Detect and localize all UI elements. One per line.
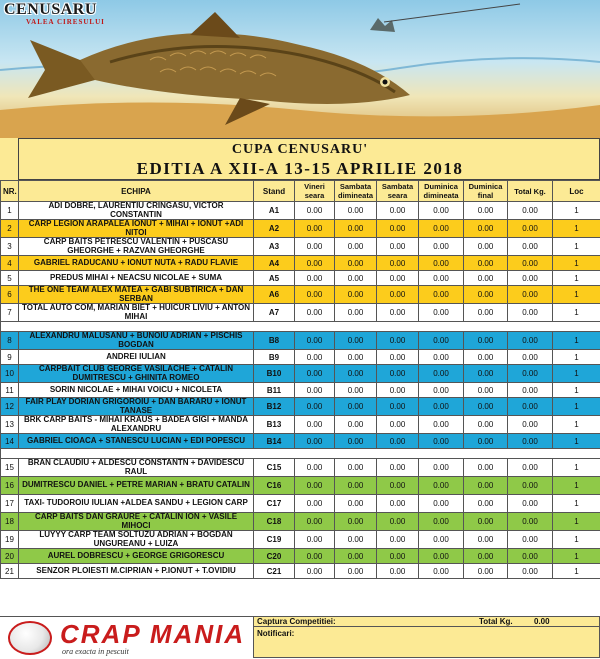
cell-sun-morn: 0.00 [419, 434, 464, 449]
cell-stand: B8 [254, 332, 295, 350]
group-separator [1, 322, 600, 332]
cell-nr: 12 [1, 398, 19, 416]
table-row [1, 350, 600, 365]
col-total: Total Kg. [508, 181, 553, 202]
cell-team: SENZOR PLOIESTI M.CIPRIAN + P.IONUT + T.OVIDIU [19, 564, 254, 579]
cell-sat-eve: 0.00 [377, 383, 419, 398]
cell-nr: 5 [1, 271, 19, 286]
cell-sun-final: 0.00 [464, 477, 508, 495]
cell-team: GABRIEL CIOACA + STANESCU LUCIAN + EDI POPESCU [19, 434, 254, 449]
cell-fri-eve: 0.00 [295, 531, 335, 549]
cell-sat-morn: 0.00 [335, 202, 377, 220]
cell-sun-morn: 0.00 [419, 350, 464, 365]
cell-sun-final: 0.00 [464, 350, 508, 365]
cell-nr: 21 [1, 564, 19, 579]
cell-total: 0.00 [508, 238, 553, 256]
table-row [1, 513, 600, 531]
cell-sat-eve: 0.00 [377, 416, 419, 434]
col-stand: Stand [254, 181, 295, 202]
captura-row [253, 616, 600, 627]
cell-sat-eve: 0.00 [377, 286, 419, 304]
cell-sun-morn: 0.00 [419, 365, 464, 383]
cell-team: FAIR PLAY DORIAN GRIGOROIU + DAN BARARU + IONUT TANASE [19, 398, 254, 416]
table-row [1, 531, 600, 549]
title-gutter [0, 138, 19, 180]
cell-nr: 11 [1, 383, 19, 398]
cell-stand: C19 [254, 531, 295, 549]
cell-sun-morn: 0.00 [419, 513, 464, 531]
header-row [1, 181, 600, 202]
cell-sun-final: 0.00 [464, 495, 508, 513]
cell-sat-eve: 0.00 [377, 332, 419, 350]
cell-nr: 20 [1, 549, 19, 564]
cell-total: 0.00 [508, 564, 553, 579]
table-row [1, 332, 600, 350]
cell-team: DUMITRESCU DANIEL + PETRE MARIAN + BRATU CATALIN [19, 477, 254, 495]
cell-fri-eve: 0.00 [295, 564, 335, 579]
cell-sat-eve: 0.00 [377, 350, 419, 365]
cell-total: 0.00 [508, 398, 553, 416]
cell-loc: 1 [553, 495, 600, 513]
cell-sat-morn: 0.00 [335, 271, 377, 286]
cell-nr: 8 [1, 332, 19, 350]
cell-team: BRAN CLAUDIU + ALDESCU CONSTANTN + DAVIDESCU RAUL [19, 459, 254, 477]
table-row [1, 416, 600, 434]
cell-sat-eve: 0.00 [377, 304, 419, 322]
cell-sun-final: 0.00 [464, 549, 508, 564]
table-row [1, 495, 600, 513]
cell-stand: A2 [254, 220, 295, 238]
cell-stand: C15 [254, 459, 295, 477]
cell-loc: 1 [553, 531, 600, 549]
cell-loc: 1 [553, 220, 600, 238]
cell-loc: 1 [553, 383, 600, 398]
cell-fri-eve: 0.00 [295, 304, 335, 322]
captura-label: Captura Competitiei: [257, 617, 336, 627]
cell-fri-eve: 0.00 [295, 398, 335, 416]
edition-title: EDITIA A XII-A 13-15 APRILIE 2018 [1, 159, 599, 178]
total-kg-value: 0.00 [534, 617, 550, 627]
cell-team: ALEXANDRU MALUSANU + BUNOIU ADRIAN + PISCHIS BOGDAN [19, 332, 254, 350]
cell-stand: B14 [254, 434, 295, 449]
cell-sat-morn: 0.00 [335, 238, 377, 256]
cell-team: ANDREI IULIAN [19, 350, 254, 365]
cell-loc: 1 [553, 416, 600, 434]
table-row [1, 564, 600, 579]
cell-total: 0.00 [508, 202, 553, 220]
cell-sat-eve: 0.00 [377, 513, 419, 531]
title-box [0, 138, 600, 180]
cell-nr: 17 [1, 495, 19, 513]
cell-team: TAXI- TUDOROIU IULIAN +ALDEA SANDU + LEGION CARP [19, 495, 254, 513]
cell-loc: 1 [553, 286, 600, 304]
cell-sat-morn: 0.00 [335, 220, 377, 238]
cell-sat-morn: 0.00 [335, 332, 377, 350]
cell-loc: 1 [553, 477, 600, 495]
cell-total: 0.00 [508, 434, 553, 449]
cell-stand: C20 [254, 549, 295, 564]
cell-loc: 1 [553, 238, 600, 256]
cell-sat-morn: 0.00 [335, 383, 377, 398]
cell-fri-eve: 0.00 [295, 549, 335, 564]
cell-sat-morn: 0.00 [335, 398, 377, 416]
cell-total: 0.00 [508, 256, 553, 271]
cell-team: CARPBAIT CLUB GEORGE VASILACHE + CATALIN DUMITRESCU + GHINITA ROMEO [19, 365, 254, 383]
cell-sat-eve: 0.00 [377, 434, 419, 449]
cell-sat-eve: 0.00 [377, 398, 419, 416]
cell-sun-morn: 0.00 [419, 549, 464, 564]
cell-sun-final: 0.00 [464, 238, 508, 256]
cell-nr: 4 [1, 256, 19, 271]
cell-sun-final: 0.00 [464, 286, 508, 304]
brand-logo [4, 2, 154, 28]
col-sat-morn: Sambata dimineata [335, 181, 377, 202]
cell-sat-morn: 0.00 [335, 434, 377, 449]
cell-sun-morn: 0.00 [419, 383, 464, 398]
notificari-label: Notificari: [257, 629, 294, 639]
cell-sun-final: 0.00 [464, 271, 508, 286]
cell-sun-final: 0.00 [464, 256, 508, 271]
cell-sat-morn: 0.00 [335, 459, 377, 477]
table-row [1, 271, 600, 286]
table-row [1, 434, 600, 449]
cell-sat-eve: 0.00 [377, 202, 419, 220]
cell-fri-eve: 0.00 [295, 495, 335, 513]
cell-sun-final: 0.00 [464, 531, 508, 549]
cell-loc: 1 [553, 256, 600, 271]
cell-fri-eve: 0.00 [295, 513, 335, 531]
cell-total: 0.00 [508, 365, 553, 383]
cell-nr: 15 [1, 459, 19, 477]
cell-nr: 2 [1, 220, 19, 238]
table-row [1, 459, 600, 477]
table-row [1, 365, 600, 383]
cell-fri-eve: 0.00 [295, 256, 335, 271]
cell-stand: B13 [254, 416, 295, 434]
cell-sat-eve: 0.00 [377, 564, 419, 579]
footer-summary [253, 616, 600, 658]
cell-nr: 7 [1, 304, 19, 322]
cell-nr: 10 [1, 365, 19, 383]
cell-sat-eve: 0.00 [377, 531, 419, 549]
col-team: ECHIPA [19, 181, 254, 202]
cell-team: ADI DOBRE, LAURENTIU CRINGASU, VICTOR CONSTANTIN [19, 202, 254, 220]
logo-word: CRAP MANIA [60, 621, 245, 647]
cell-sun-morn: 0.00 [419, 495, 464, 513]
col-fri-eve: Vineri seara [295, 181, 335, 202]
cell-stand: A5 [254, 271, 295, 286]
cell-sat-eve: 0.00 [377, 238, 419, 256]
cell-loc: 1 [553, 271, 600, 286]
table-row [1, 238, 600, 256]
cell-sat-eve: 0.00 [377, 495, 419, 513]
cell-stand: B10 [254, 365, 295, 383]
cell-fri-eve: 0.00 [295, 459, 335, 477]
cell-stand: A4 [254, 256, 295, 271]
cell-sat-morn: 0.00 [335, 477, 377, 495]
col-nr: NR. [1, 181, 19, 202]
cell-total: 0.00 [508, 531, 553, 549]
cell-nr: 14 [1, 434, 19, 449]
cell-sat-morn: 0.00 [335, 549, 377, 564]
cell-stand: B11 [254, 383, 295, 398]
cell-sat-morn: 0.00 [335, 256, 377, 271]
cell-team: THE ONE TEAM ALEX MATEA + GABI SUBTIRICA + DAN SERBAN [19, 286, 254, 304]
cell-fri-eve: 0.00 [295, 238, 335, 256]
brand-name: CENUSARU [4, 2, 154, 18]
table-row [1, 304, 600, 322]
cell-stand: A3 [254, 238, 295, 256]
cell-fri-eve: 0.00 [295, 350, 335, 365]
col-sat-eve: Sambata seara [377, 181, 419, 202]
cell-sat-morn: 0.00 [335, 564, 377, 579]
cell-loc: 1 [553, 564, 600, 579]
cell-sun-morn: 0.00 [419, 564, 464, 579]
cell-sat-morn: 0.00 [335, 495, 377, 513]
results-body [1, 202, 600, 579]
cell-sat-eve: 0.00 [377, 549, 419, 564]
cell-sun-final: 0.00 [464, 513, 508, 531]
cell-sat-morn: 0.00 [335, 286, 377, 304]
cell-total: 0.00 [508, 383, 553, 398]
table-row [1, 477, 600, 495]
crap-mania-logo [0, 616, 253, 659]
separator-cell [1, 322, 600, 332]
table-row [1, 220, 600, 238]
cell-sun-morn: 0.00 [419, 271, 464, 286]
cell-sun-final: 0.00 [464, 434, 508, 449]
cell-team: CARP BAITS PETRESCU VALENTIN + PUSCASU GHEORGHE + RAZVAN GHEORGHE [19, 238, 254, 256]
cell-total: 0.00 [508, 495, 553, 513]
cell-team: BRK CARP BAITS - MIHAI KRAUS + BADEA GIGI + MANDA ALEXANDRU [19, 416, 254, 434]
cell-sat-eve: 0.00 [377, 365, 419, 383]
cell-fri-eve: 0.00 [295, 365, 335, 383]
cell-loc: 1 [553, 202, 600, 220]
cell-stand: A6 [254, 286, 295, 304]
cell-sun-final: 0.00 [464, 332, 508, 350]
cell-loc: 1 [553, 365, 600, 383]
cell-sun-final: 0.00 [464, 564, 508, 579]
cell-total: 0.00 [508, 350, 553, 365]
cell-sun-morn: 0.00 [419, 238, 464, 256]
cell-sun-morn: 0.00 [419, 531, 464, 549]
cell-stand: A1 [254, 202, 295, 220]
cup-title: CUPA CENUSARU' [1, 141, 599, 159]
cell-team: CARP LEGION ARAPALEA IONUT + MIHAI + IONUT +ADI NITOI [19, 220, 254, 238]
cell-stand: A7 [254, 304, 295, 322]
cell-total: 0.00 [508, 220, 553, 238]
cell-sun-morn: 0.00 [419, 459, 464, 477]
cell-sun-final: 0.00 [464, 398, 508, 416]
cell-sat-morn: 0.00 [335, 513, 377, 531]
cell-sun-final: 0.00 [464, 220, 508, 238]
separator-cell [1, 449, 600, 459]
cell-sun-final: 0.00 [464, 365, 508, 383]
cell-loc: 1 [553, 350, 600, 365]
cell-sat-eve: 0.00 [377, 459, 419, 477]
cell-nr: 9 [1, 350, 19, 365]
banner [0, 0, 600, 138]
results-table [0, 180, 600, 579]
cell-sun-final: 0.00 [464, 416, 508, 434]
cell-team: LUYYY CARP TEAM SOLTUZU ADRIAN + BOGDAN UNGUREANU + LUIZA [19, 531, 254, 549]
logo-ball-icon [8, 621, 52, 655]
cell-fri-eve: 0.00 [295, 477, 335, 495]
cell-sun-morn: 0.00 [419, 220, 464, 238]
cell-fri-eve: 0.00 [295, 383, 335, 398]
logo-tagline: ora exacta in pescuit [62, 647, 129, 656]
table-row [1, 398, 600, 416]
cell-nr: 19 [1, 531, 19, 549]
col-sun-morn: Duminica dimineata [419, 181, 464, 202]
col-sun-final: Duminica final [464, 181, 508, 202]
cell-sat-morn: 0.00 [335, 531, 377, 549]
cell-total: 0.00 [508, 513, 553, 531]
cell-team: SORIN NICOLAE + MIHAI VOICU + NICOLETA [19, 383, 254, 398]
cell-stand: C17 [254, 495, 295, 513]
group-separator [1, 449, 600, 459]
table-row [1, 256, 600, 271]
cell-nr: 18 [1, 513, 19, 531]
cell-total: 0.00 [508, 477, 553, 495]
cell-sun-final: 0.00 [464, 304, 508, 322]
cell-team: AUREL DOBRESCU + GEORGE GRIGORESCU [19, 549, 254, 564]
cell-total: 0.00 [508, 549, 553, 564]
cell-sat-eve: 0.00 [377, 220, 419, 238]
cell-stand: C18 [254, 513, 295, 531]
cell-sat-morn: 0.00 [335, 304, 377, 322]
cell-stand: B9 [254, 350, 295, 365]
cell-loc: 1 [553, 332, 600, 350]
cell-fri-eve: 0.00 [295, 416, 335, 434]
cell-nr: 3 [1, 238, 19, 256]
cell-sun-morn: 0.00 [419, 256, 464, 271]
cell-team: GABRIEL RADUCANU + IONUT NUTA + RADU FLAVIE [19, 256, 254, 271]
table-row [1, 286, 600, 304]
cell-fri-eve: 0.00 [295, 220, 335, 238]
cell-sun-final: 0.00 [464, 383, 508, 398]
table-row [1, 549, 600, 564]
cell-loc: 1 [553, 398, 600, 416]
cell-sun-morn: 0.00 [419, 416, 464, 434]
cell-total: 0.00 [508, 459, 553, 477]
cell-total: 0.00 [508, 286, 553, 304]
cell-sun-morn: 0.00 [419, 477, 464, 495]
cell-sun-morn: 0.00 [419, 202, 464, 220]
cell-team: TOTAL AUTO COM, MARIAN BIET + HUICUR LIVIU + ANTON MIHAI [19, 304, 254, 322]
table-row [1, 202, 600, 220]
table-row [1, 383, 600, 398]
total-kg-label: Total Kg. [479, 617, 513, 627]
cell-sun-morn: 0.00 [419, 332, 464, 350]
cell-loc: 1 [553, 513, 600, 531]
cell-sat-eve: 0.00 [377, 256, 419, 271]
cell-sat-eve: 0.00 [377, 477, 419, 495]
cell-loc: 1 [553, 549, 600, 564]
cell-fri-eve: 0.00 [295, 434, 335, 449]
cell-sat-morn: 0.00 [335, 416, 377, 434]
cell-stand: C21 [254, 564, 295, 579]
col-loc: Loc [553, 181, 600, 202]
cell-stand: B12 [254, 398, 295, 416]
cell-sat-eve: 0.00 [377, 271, 419, 286]
cell-total: 0.00 [508, 304, 553, 322]
cell-sun-final: 0.00 [464, 459, 508, 477]
cell-sun-final: 0.00 [464, 202, 508, 220]
cell-loc: 1 [553, 459, 600, 477]
cell-sun-morn: 0.00 [419, 304, 464, 322]
cell-total: 0.00 [508, 332, 553, 350]
cell-nr: 16 [1, 477, 19, 495]
notificari-row [253, 627, 600, 658]
cell-stand: C16 [254, 477, 295, 495]
cell-sat-morn: 0.00 [335, 365, 377, 383]
cell-sun-morn: 0.00 [419, 398, 464, 416]
cell-fri-eve: 0.00 [295, 202, 335, 220]
cell-team: CARP BAITS DAN GRAURE + CATALIN ION + VASILE MIHOCI [19, 513, 254, 531]
cell-fri-eve: 0.00 [295, 286, 335, 304]
cell-sat-morn: 0.00 [335, 350, 377, 365]
cell-team: PREDUS MIHAI + NEACSU NICOLAE + SUMA [19, 271, 254, 286]
cell-sun-morn: 0.00 [419, 286, 464, 304]
cell-loc: 1 [553, 304, 600, 322]
cell-total: 0.00 [508, 416, 553, 434]
brand-tagline: VALEA CIRESULUI [26, 18, 154, 26]
cell-fri-eve: 0.00 [295, 271, 335, 286]
cell-fri-eve: 0.00 [295, 332, 335, 350]
cell-nr: 6 [1, 286, 19, 304]
cell-nr: 13 [1, 416, 19, 434]
cell-loc: 1 [553, 434, 600, 449]
cell-total: 0.00 [508, 271, 553, 286]
cell-nr: 1 [1, 202, 19, 220]
